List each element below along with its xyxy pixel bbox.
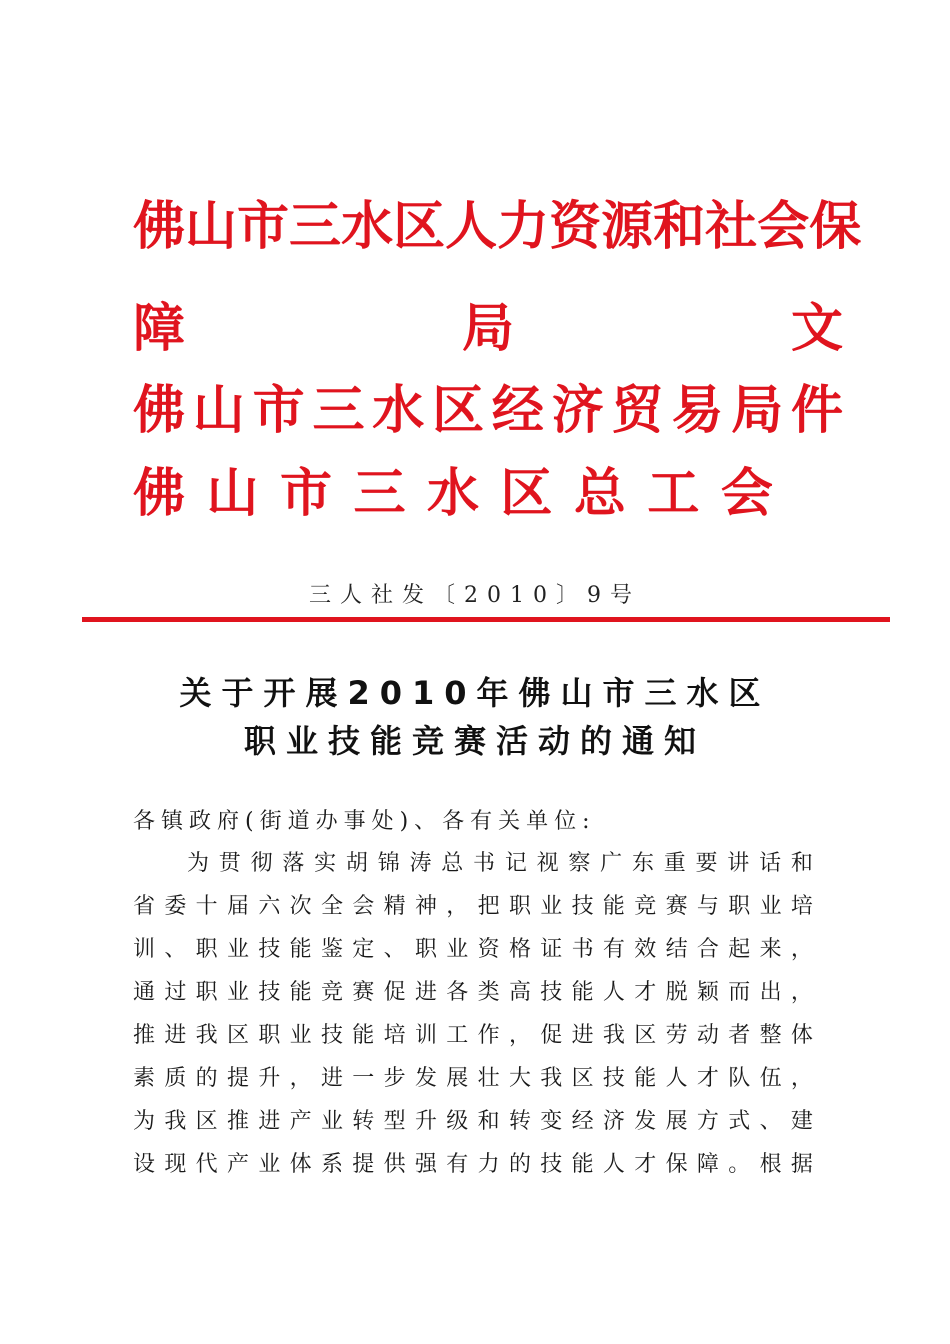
text-glyph: 水 [341, 196, 394, 257]
text-glyph: 区 [393, 196, 446, 257]
text-glyph: 源 [601, 196, 654, 257]
text-glyph: 才 [634, 980, 657, 1005]
text-glyph: 察 [568, 851, 591, 876]
text-glyph: 质 [164, 1066, 187, 1091]
text-glyph: 通 [133, 980, 156, 1005]
text-glyph: 障 [133, 298, 186, 359]
text-glyph: 技 [602, 1066, 625, 1091]
text-glyph: 精 [383, 894, 406, 919]
text-glyph: 队 [728, 1066, 751, 1091]
text-glyph: 进 [320, 1066, 343, 1091]
text-glyph: 体 [289, 1152, 312, 1177]
text-glyph: 一 [352, 1066, 375, 1091]
text-glyph: 技 [540, 1152, 563, 1177]
text-glyph: 件 [790, 380, 843, 441]
text-glyph: 工 [446, 1023, 469, 1048]
text-glyph: 而 [728, 980, 751, 1005]
text-glyph: 落 [282, 851, 305, 876]
text-glyph: 技 [320, 1023, 343, 1048]
text-glyph: 业 [289, 1023, 312, 1048]
text-glyph: 格 [508, 937, 531, 962]
text-glyph: 资 [477, 937, 500, 962]
notice-title-line-2: 职业技能竞赛活动的通知 [243, 722, 706, 760]
text-glyph: 区 [571, 1066, 594, 1091]
text-glyph: 竞 [320, 980, 343, 1005]
text-glyph: 业 [759, 894, 782, 919]
text-glyph: 过 [164, 980, 187, 1005]
text-glyph: 能 [571, 980, 594, 1005]
text-glyph: 全 [320, 894, 343, 919]
text-glyph: 佛 [133, 380, 186, 441]
text-glyph: 系 [320, 1152, 343, 1177]
text-glyph: 、 [759, 1109, 782, 1134]
text-glyph: 区 [195, 1109, 218, 1134]
text-glyph: 彻 [250, 851, 273, 876]
text-glyph: 技 [540, 980, 563, 1005]
text-glyph: 锦 [377, 851, 400, 876]
text-glyph: ， [289, 1066, 312, 1091]
text-glyph: 社 [705, 196, 758, 257]
text-glyph: 展 [446, 1066, 469, 1091]
text-glyph: 结 [665, 937, 688, 962]
text-glyph: 产 [289, 1109, 312, 1134]
text-glyph: 业 [258, 1152, 281, 1177]
red-divider-rule [82, 617, 890, 622]
text-glyph: 易 [671, 380, 724, 441]
text-glyph: 大 [508, 1066, 531, 1091]
text-glyph: 级 [446, 1109, 469, 1134]
notice-title-line-1: 关于开展2010年佛山市三水区 [179, 674, 771, 712]
text-glyph: 出 [759, 980, 782, 1005]
text-glyph: 效 [634, 937, 657, 962]
paragraph-line [133, 1100, 813, 1143]
text-glyph: 市 [279, 463, 332, 524]
text-glyph: 市 [252, 380, 305, 441]
text-glyph: 变 [540, 1109, 563, 1134]
text-glyph: 与 [696, 894, 719, 919]
text-glyph: 三 [353, 463, 406, 524]
text-glyph: 转 [508, 1109, 531, 1134]
text-glyph: 济 [602, 1109, 625, 1134]
text-glyph: 据 [790, 1152, 813, 1177]
text-glyph: 区 [500, 463, 553, 524]
text-glyph: 会 [352, 894, 375, 919]
text-glyph: 障 [696, 1152, 719, 1177]
text-glyph: 胡 [345, 851, 368, 876]
text-glyph: 业 [226, 980, 249, 1005]
text-glyph: 定 [352, 937, 375, 962]
text-glyph: 脱 [665, 980, 688, 1005]
text-glyph: 讲 [727, 851, 750, 876]
text-glyph: 佛 [133, 463, 186, 524]
text-glyph: 六 [258, 894, 281, 919]
text-glyph: 业 [446, 937, 469, 962]
text-glyph: 根 [759, 1152, 782, 1177]
text-glyph: 书 [473, 851, 496, 876]
paragraph-line [133, 928, 813, 971]
text-glyph: 业 [320, 1109, 343, 1134]
text-glyph: 三 [289, 196, 342, 257]
text-glyph: 委 [164, 894, 187, 919]
text-glyph: 有 [446, 1152, 469, 1177]
text-glyph: 会 [757, 196, 810, 257]
text-glyph: 职 [414, 937, 437, 962]
text-glyph: 进 [571, 1023, 594, 1048]
text-glyph: 产 [226, 1152, 249, 1177]
text-glyph: ， [508, 1023, 531, 1048]
text-glyph: 市 [237, 196, 290, 257]
text-glyph: 步 [383, 1066, 406, 1091]
text-glyph: 把 [477, 894, 500, 919]
text-glyph: 提 [226, 1066, 249, 1091]
text-glyph: 要 [695, 851, 718, 876]
text-glyph: 方 [696, 1109, 719, 1134]
text-glyph: 的 [195, 1066, 218, 1091]
text-glyph: 业 [540, 894, 563, 919]
text-glyph: 实 [314, 851, 337, 876]
text-glyph: 区 [634, 1023, 657, 1048]
text-glyph: 类 [477, 980, 500, 1005]
text-glyph: 总 [573, 463, 626, 524]
header-line-1 [133, 188, 862, 266]
text-glyph: 人 [602, 1152, 625, 1177]
text-glyph: 整 [759, 1023, 782, 1048]
paragraph-line [133, 971, 813, 1014]
text-glyph: 保 [665, 1152, 688, 1177]
text-glyph: 训 [414, 1023, 437, 1048]
text-glyph: 起 [728, 937, 751, 962]
text-glyph: 现 [164, 1152, 187, 1177]
text-glyph: 文 [790, 298, 843, 359]
text-glyph: 。 [728, 1152, 751, 1177]
text-glyph: 三 [312, 380, 365, 441]
text-glyph: 区 [226, 1023, 249, 1048]
text-glyph: 升 [414, 1109, 437, 1134]
text-glyph: 力 [497, 196, 550, 257]
text-glyph: 职 [195, 980, 218, 1005]
text-glyph: 和 [790, 851, 813, 876]
text-glyph: 济 [551, 380, 604, 441]
text-glyph: 人 [445, 196, 498, 257]
text-glyph: 我 [540, 1066, 563, 1091]
text-glyph: 强 [414, 1152, 437, 1177]
text-glyph: 合 [696, 937, 719, 962]
header-line-2 [133, 290, 843, 368]
text-glyph: 者 [728, 1023, 751, 1048]
text-glyph: 能 [634, 1066, 657, 1091]
text-glyph: 建 [790, 1109, 813, 1134]
text-glyph: 届 [226, 894, 249, 919]
text-glyph: 培 [383, 1023, 406, 1048]
text-glyph: ， [790, 937, 813, 962]
text-glyph: 和 [653, 196, 706, 257]
text-glyph: 高 [508, 980, 531, 1005]
text-glyph: 工 [647, 463, 700, 524]
text-glyph: 、 [383, 937, 406, 962]
text-glyph: 总 [441, 851, 464, 876]
text-glyph: 培 [790, 894, 813, 919]
text-glyph: 动 [696, 1023, 719, 1048]
text-glyph: 十 [195, 894, 218, 919]
text-glyph: 式 [728, 1109, 751, 1134]
text-glyph: 升 [258, 1066, 281, 1091]
text-glyph: 广 [600, 851, 623, 876]
text-glyph: 展 [665, 1109, 688, 1134]
text-glyph: 进 [414, 980, 437, 1005]
text-glyph: 发 [414, 1066, 437, 1091]
text-glyph: 壮 [477, 1066, 500, 1091]
text-glyph: 转 [352, 1109, 375, 1134]
text-glyph: 职 [195, 937, 218, 962]
text-glyph: 水 [426, 463, 479, 524]
text-glyph: 保 [809, 196, 862, 257]
text-glyph: 能 [352, 1023, 375, 1048]
text-glyph: 经 [491, 380, 544, 441]
text-glyph: 劳 [665, 1023, 688, 1048]
text-glyph: 技 [258, 937, 281, 962]
text-glyph: 话 [759, 851, 782, 876]
text-glyph: 才 [634, 1152, 657, 1177]
text-glyph: 能 [289, 937, 312, 962]
text-glyph: 证 [540, 937, 563, 962]
text-glyph: 来 [759, 937, 782, 962]
text-glyph: 佛 [133, 196, 186, 257]
text-glyph: 竞 [634, 894, 657, 919]
text-glyph: 的 [508, 1152, 531, 1177]
text-glyph: 推 [133, 1023, 156, 1048]
text-glyph: 体 [790, 1023, 813, 1048]
text-glyph: 才 [696, 1066, 719, 1091]
text-glyph: 经 [571, 1109, 594, 1134]
text-glyph: 推 [226, 1109, 249, 1134]
text-glyph: 和 [477, 1109, 500, 1134]
header-line-3 [133, 372, 843, 450]
text-glyph: 能 [289, 980, 312, 1005]
text-glyph: 区 [432, 380, 485, 441]
salutation: 各镇政府(街道办事处)、各有关单位: [133, 809, 596, 834]
text-glyph: 代 [195, 1152, 218, 1177]
text-glyph: 会 [720, 463, 773, 524]
header-line-4 [133, 455, 773, 533]
text-glyph: 记 [504, 851, 527, 876]
text-glyph: 贯 [218, 851, 241, 876]
text-glyph: 业 [226, 937, 249, 962]
text-glyph: 资 [549, 196, 602, 257]
text-glyph: 技 [258, 980, 281, 1005]
text-glyph: 进 [164, 1023, 187, 1048]
text-glyph: 型 [383, 1109, 406, 1134]
text-glyph: 水 [372, 380, 425, 441]
text-glyph: 贸 [611, 380, 664, 441]
text-glyph: 局 [731, 380, 784, 441]
text-glyph: 、 [164, 937, 187, 962]
text-glyph: 重 [663, 851, 686, 876]
paragraph-line [133, 842, 813, 885]
paragraph-line [133, 1057, 813, 1100]
text-glyph: 山 [206, 463, 259, 524]
text-glyph: 发 [634, 1109, 657, 1134]
text-glyph: 为 [133, 1109, 156, 1134]
text-glyph: 山 [185, 196, 238, 257]
text-glyph: 设 [133, 1152, 156, 1177]
text-glyph: ， [790, 980, 813, 1005]
text-glyph: 次 [289, 894, 312, 919]
text-glyph: 职 [728, 894, 751, 919]
paragraph-line [133, 885, 813, 928]
text-glyph: 人 [602, 980, 625, 1005]
text-glyph: 为 [187, 851, 210, 876]
text-glyph: 进 [258, 1109, 281, 1134]
text-glyph: 东 [631, 851, 654, 876]
text-glyph: 赛 [352, 980, 375, 1005]
text-glyph: 能 [571, 1152, 594, 1177]
text-glyph: 技 [571, 894, 594, 919]
text-glyph: 能 [602, 894, 625, 919]
text-glyph: 各 [446, 980, 469, 1005]
text-glyph: 力 [477, 1152, 500, 1177]
text-glyph: 作 [477, 1023, 500, 1048]
text-glyph: 涛 [409, 851, 432, 876]
text-glyph: 提 [352, 1152, 375, 1177]
paragraph-line [133, 1143, 813, 1186]
text-glyph: 鉴 [320, 937, 343, 962]
text-glyph: 职 [508, 894, 531, 919]
text-glyph: 供 [383, 1152, 406, 1177]
text-glyph: 我 [195, 1023, 218, 1048]
text-glyph: 训 [133, 937, 156, 962]
text-glyph: 促 [540, 1023, 563, 1048]
text-glyph: 我 [164, 1109, 187, 1134]
text-glyph: 局 [461, 298, 514, 359]
text-glyph: 伍 [759, 1066, 782, 1091]
text-glyph: 书 [571, 937, 594, 962]
text-glyph: 视 [536, 851, 559, 876]
text-glyph: 有 [602, 937, 625, 962]
text-glyph: 职 [258, 1023, 281, 1048]
text-glyph: 赛 [665, 894, 688, 919]
paragraph-line [133, 1014, 813, 1057]
text-glyph: 素 [133, 1066, 156, 1091]
text-glyph: 山 [192, 380, 245, 441]
text-glyph: ， [446, 894, 469, 919]
document-number: 三人社发〔2010〕9号 [309, 583, 641, 608]
text-glyph: 促 [383, 980, 406, 1005]
text-glyph: 颖 [696, 980, 719, 1005]
text-glyph: 我 [602, 1023, 625, 1048]
text-glyph: 人 [665, 1066, 688, 1091]
body-paragraph [133, 842, 813, 1186]
text-glyph: 神 [414, 894, 437, 919]
text-glyph: 省 [133, 894, 156, 919]
text-glyph: ， [790, 1066, 813, 1091]
